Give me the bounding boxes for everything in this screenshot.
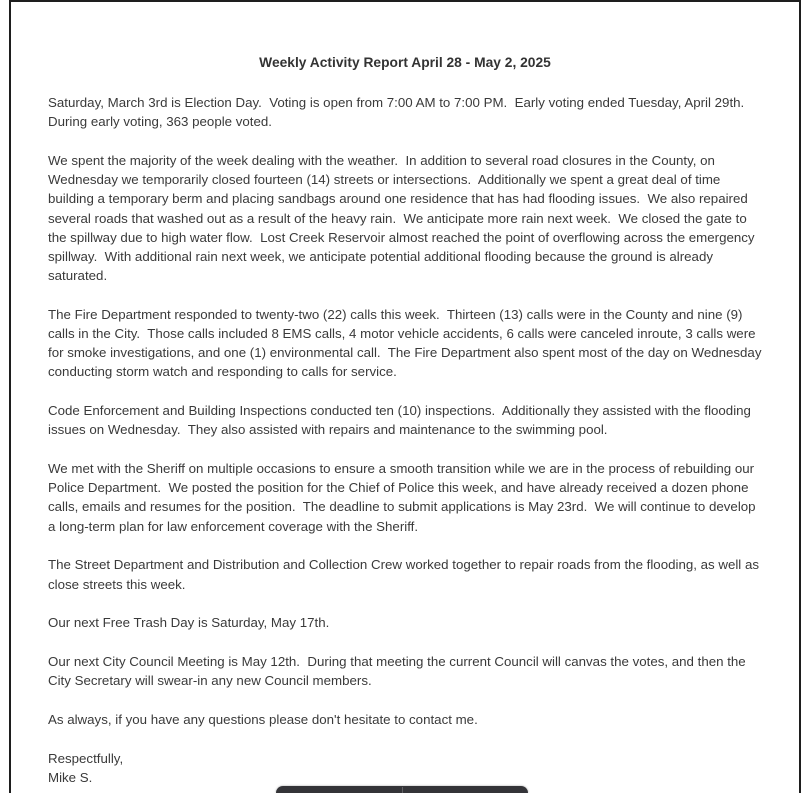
report-title: Weekly Activity Report April 28 - May 2, 2025 [259,55,551,70]
closing-salutation: Respectfully, [48,750,124,766]
signature-block [48,749,762,787]
report-paragraph-contact: As always, if you have any questions please don't hesitate to contact me. [48,711,478,727]
report-paragraph-free-trash-day: Our next Free Trash Day is Saturday, May 17th. [48,615,330,631]
report-paragraph-fire-department: The Fire Department responded to twenty-two (22) calls this week. Thirteen (13) calls were in the County and nine (9) calls in the City. Those calls included 8 EMS calls, 4 motor vehicle accidents, 6 calls were canceled inroute, 3 calls were for smoke investigations, and one (1) environmental call. The Fire Department also spent most of the day on Wednesday conducting storm watch and responding to calls for service. [48,306,766,380]
report-paragraph-election: Saturday, March 3rd is Election Day. Voting is open from 7:00 AM to 7:00 PM. Early voting ended Tuesday, April 29th. During early voting, 363 people voted. [48,95,752,130]
report-paragraph-weather: We spent the majority of the week dealing with the weather. In addition to several road closures in the County, on Wednesday we temporarily closed fourteen (14) streets or intersections. Additionally we spent a great deal of time building a temporary berm and placing sandbags around one residence that has had flooding issues. We also repaired several roads that washed out as a result of the heavy rain. We anticipate more rain next week. We closed the gate to the spillway due to high water flow. Lost Creek Reservoir almost reached the point of overflowing across the emergency spillway. With additional rain next week, we anticipate potential additional flooding because the ground is already saturated. [48,152,759,284]
signature-name: Mike S. [48,769,93,785]
report-paragraph-code-enforcement: Code Enforcement and Building Inspections conducted ten (10) inspections. Additionally they assisted with the flooding issues on Wednesday. They also assisted with repairs and maintenance to the swimming pool. [48,403,755,438]
report-paragraph-street-department: The Street Department and Distribution and Collection Crew worked together to repair roads from the flooding, as well as close streets this week. [48,557,763,592]
report-content [11,53,799,787]
report-paragraph-sheriff: We met with the Sheriff on multiple occasions to ensure a smooth transition while we are in the process of rebuilding our Police Department. We posted the position for the Chief of Police this week, and have already received a dozen phone calls, emails and resumes for the position. The deadline to submit applications is May 23rd. We will continue to develop a long-term plan for law enforcement coverage with the Sheriff. [48,461,760,534]
toolbar-divider [402,787,403,793]
floating-toolbar[interactable] [276,786,528,793]
report-paragraph-city-council: Our next City Council Meeting is May 12th. During that meeting the current Council will canvas the votes, and then the City Secretary will swear-in any new Council members. [48,653,750,689]
report-page [9,0,801,793]
